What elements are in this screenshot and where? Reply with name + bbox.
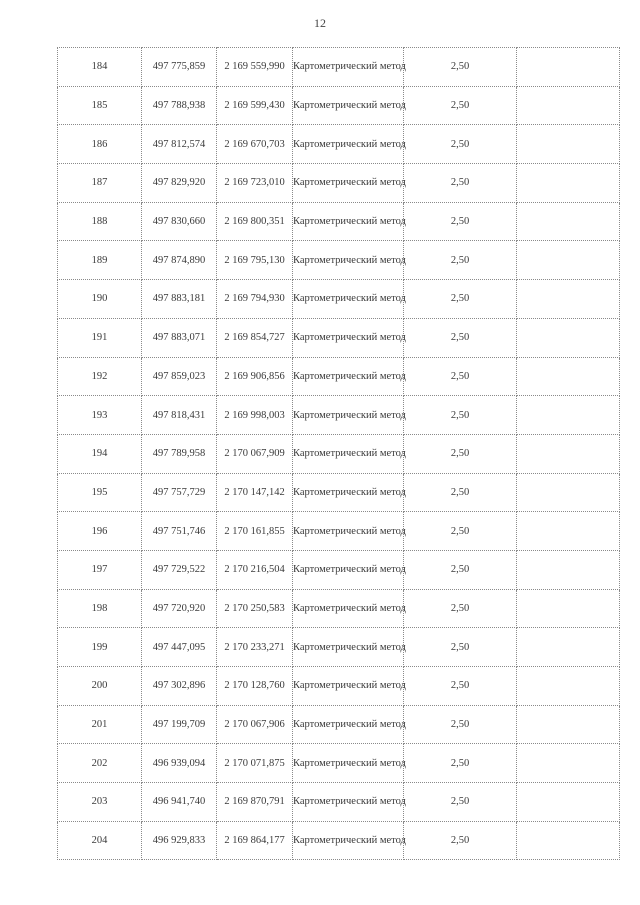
accuracy-cell: 2,50 (404, 705, 517, 744)
y-coordinate-cell: 2 169 599,430 (217, 86, 293, 125)
point-number-cell: 196 (58, 512, 142, 551)
x-coordinate-cell: 497 751,746 (142, 512, 217, 551)
method-cell: Картометрический метод (293, 48, 404, 87)
accuracy-cell: 2,50 (404, 821, 517, 860)
accuracy-cell: 2,50 (404, 667, 517, 706)
accuracy-cell: 2,50 (404, 280, 517, 319)
point-number-cell: 199 (58, 628, 142, 667)
y-coordinate-cell: 2 169 864,177 (217, 821, 293, 860)
table-row (58, 434, 620, 473)
point-number-cell: 194 (58, 434, 142, 473)
method-cell: Картометрический метод (293, 550, 404, 589)
note-cell (517, 705, 620, 744)
x-coordinate-cell: 497 883,181 (142, 280, 217, 319)
table-row (58, 318, 620, 357)
note-cell (517, 318, 620, 357)
y-coordinate-cell: 2 169 998,003 (217, 396, 293, 435)
coordinates-table (57, 47, 620, 860)
note-cell (517, 125, 620, 164)
note-cell (517, 512, 620, 551)
point-number-cell: 188 (58, 202, 142, 241)
table-row (58, 280, 620, 319)
method-cell: Картометрический метод (293, 667, 404, 706)
table-row (58, 821, 620, 860)
accuracy-cell: 2,50 (404, 744, 517, 783)
y-coordinate-cell: 2 170 071,875 (217, 744, 293, 783)
note-cell (517, 473, 620, 512)
method-cell: Картометрический метод (293, 434, 404, 473)
y-coordinate-cell: 2 170 128,760 (217, 667, 293, 706)
accuracy-cell: 2,50 (404, 396, 517, 435)
note-cell (517, 202, 620, 241)
x-coordinate-cell: 497 720,920 (142, 589, 217, 628)
table-row (58, 48, 620, 87)
point-number-cell: 195 (58, 473, 142, 512)
point-number-cell: 189 (58, 241, 142, 280)
note-cell (517, 667, 620, 706)
x-coordinate-cell: 497 199,709 (142, 705, 217, 744)
accuracy-cell: 2,50 (404, 512, 517, 551)
note-cell (517, 164, 620, 203)
note-cell (517, 396, 620, 435)
x-coordinate-cell: 497 757,729 (142, 473, 217, 512)
method-cell: Картометрический метод (293, 125, 404, 164)
method-cell: Картометрический метод (293, 628, 404, 667)
x-coordinate-cell: 497 859,023 (142, 357, 217, 396)
point-number-cell: 186 (58, 125, 142, 164)
y-coordinate-cell: 2 169 795,130 (217, 241, 293, 280)
method-cell: Картометрический метод (293, 164, 404, 203)
table-row (58, 357, 620, 396)
method-cell: Картометрический метод (293, 744, 404, 783)
y-coordinate-cell: 2 169 670,703 (217, 125, 293, 164)
method-cell: Картометрический метод (293, 280, 404, 319)
x-coordinate-cell: 497 775,859 (142, 48, 217, 87)
x-coordinate-cell: 497 447,095 (142, 628, 217, 667)
note-cell (517, 86, 620, 125)
x-coordinate-cell: 497 829,920 (142, 164, 217, 203)
table-row (58, 396, 620, 435)
method-cell: Картометрический метод (293, 202, 404, 241)
y-coordinate-cell: 2 169 559,990 (217, 48, 293, 87)
method-cell: Картометрический метод (293, 318, 404, 357)
y-coordinate-cell: 2 169 906,856 (217, 357, 293, 396)
page-number: 12 (314, 16, 326, 30)
x-coordinate-cell: 496 941,740 (142, 783, 217, 822)
note-cell (517, 550, 620, 589)
accuracy-cell: 2,50 (404, 783, 517, 822)
table-row (58, 125, 620, 164)
y-coordinate-cell: 2 170 216,504 (217, 550, 293, 589)
note-cell (517, 744, 620, 783)
x-coordinate-cell: 497 812,574 (142, 125, 217, 164)
table-row (58, 628, 620, 667)
method-cell: Картометрический метод (293, 86, 404, 125)
table-row (58, 164, 620, 203)
table-row (58, 86, 620, 125)
x-coordinate-cell: 496 929,833 (142, 821, 217, 860)
point-number-cell: 193 (58, 396, 142, 435)
accuracy-cell: 2,50 (404, 473, 517, 512)
point-number-cell: 190 (58, 280, 142, 319)
y-coordinate-cell: 2 170 161,855 (217, 512, 293, 551)
point-number-cell: 187 (58, 164, 142, 203)
table-row (58, 589, 620, 628)
y-coordinate-cell: 2 169 870,791 (217, 783, 293, 822)
accuracy-cell: 2,50 (404, 241, 517, 280)
table-row (58, 512, 620, 551)
point-number-cell: 203 (58, 783, 142, 822)
note-cell (517, 48, 620, 87)
accuracy-cell: 2,50 (404, 550, 517, 589)
x-coordinate-cell: 497 818,431 (142, 396, 217, 435)
x-coordinate-cell: 497 729,522 (142, 550, 217, 589)
x-coordinate-cell: 497 883,071 (142, 318, 217, 357)
y-coordinate-cell: 2 170 067,906 (217, 705, 293, 744)
point-number-cell: 197 (58, 550, 142, 589)
accuracy-cell: 2,50 (404, 628, 517, 667)
accuracy-cell: 2,50 (404, 48, 517, 87)
y-coordinate-cell: 2 169 723,010 (217, 164, 293, 203)
accuracy-cell: 2,50 (404, 164, 517, 203)
note-cell (517, 821, 620, 860)
table-row (58, 705, 620, 744)
y-coordinate-cell: 2 169 800,351 (217, 202, 293, 241)
accuracy-cell: 2,50 (404, 357, 517, 396)
table-row (58, 744, 620, 783)
point-number-cell: 184 (58, 48, 142, 87)
method-cell: Картометрический метод (293, 396, 404, 435)
note-cell (517, 628, 620, 667)
method-cell: Картометрический метод (293, 589, 404, 628)
accuracy-cell: 2,50 (404, 434, 517, 473)
y-coordinate-cell: 2 169 854,727 (217, 318, 293, 357)
method-cell: Картометрический метод (293, 357, 404, 396)
point-number-cell: 185 (58, 86, 142, 125)
point-number-cell: 191 (58, 318, 142, 357)
table-row (58, 473, 620, 512)
table-row (58, 241, 620, 280)
point-number-cell: 204 (58, 821, 142, 860)
y-coordinate-cell: 2 169 794,930 (217, 280, 293, 319)
x-coordinate-cell: 496 939,094 (142, 744, 217, 783)
x-coordinate-cell: 497 874,890 (142, 241, 217, 280)
note-cell (517, 434, 620, 473)
note-cell (517, 589, 620, 628)
note-cell (517, 280, 620, 319)
note-cell (517, 783, 620, 822)
note-cell (517, 241, 620, 280)
accuracy-cell: 2,50 (404, 86, 517, 125)
method-cell: Картометрический метод (293, 512, 404, 551)
x-coordinate-cell: 497 302,896 (142, 667, 217, 706)
point-number-cell: 192 (58, 357, 142, 396)
method-cell: Картометрический метод (293, 473, 404, 512)
accuracy-cell: 2,50 (404, 318, 517, 357)
y-coordinate-cell: 2 170 250,583 (217, 589, 293, 628)
accuracy-cell: 2,50 (404, 202, 517, 241)
x-coordinate-cell: 497 830,660 (142, 202, 217, 241)
y-coordinate-cell: 2 170 233,271 (217, 628, 293, 667)
x-coordinate-cell: 497 788,938 (142, 86, 217, 125)
point-number-cell: 201 (58, 705, 142, 744)
x-coordinate-cell: 497 789,958 (142, 434, 217, 473)
table-row (58, 783, 620, 822)
method-cell: Картометрический метод (293, 821, 404, 860)
method-cell: Картометрический метод (293, 783, 404, 822)
table-row (58, 550, 620, 589)
accuracy-cell: 2,50 (404, 589, 517, 628)
table-row (58, 202, 620, 241)
method-cell: Картометрический метод (293, 241, 404, 280)
note-cell (517, 357, 620, 396)
method-cell: Картометрический метод (293, 705, 404, 744)
accuracy-cell: 2,50 (404, 125, 517, 164)
point-number-cell: 200 (58, 667, 142, 706)
coordinates-table-body (58, 48, 620, 860)
y-coordinate-cell: 2 170 067,909 (217, 434, 293, 473)
point-number-cell: 198 (58, 589, 142, 628)
table-row (58, 667, 620, 706)
point-number-cell: 202 (58, 744, 142, 783)
y-coordinate-cell: 2 170 147,142 (217, 473, 293, 512)
